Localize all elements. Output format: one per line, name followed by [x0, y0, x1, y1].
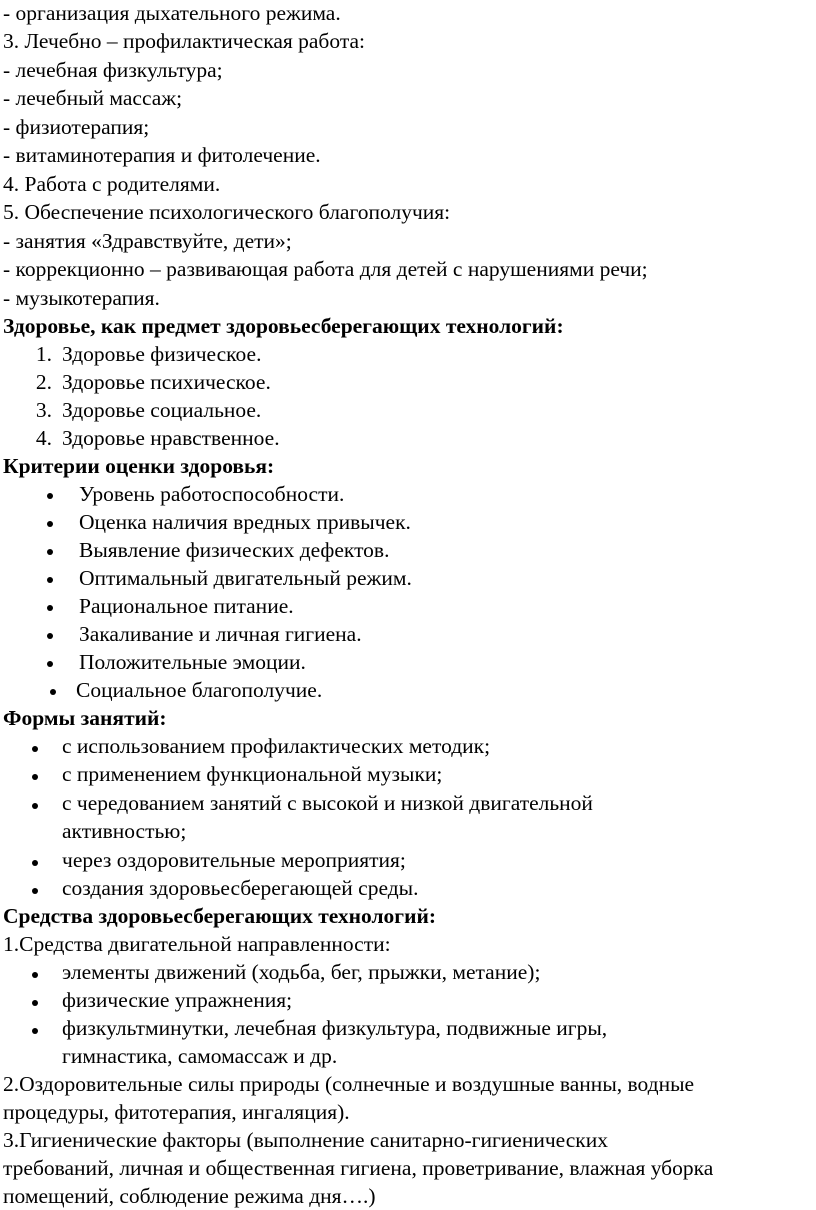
list-item-text: Социальное благополучие. [76, 678, 323, 702]
text-line: помещений, соблюдение режима дня….) [3, 1184, 376, 1208]
list-number: 2. [35, 370, 52, 394]
text-line: 3.Гигиенические факторы (выполнение санитарно-гигиенических [3, 1128, 608, 1152]
list-item-text: Здоровье социальное. [62, 398, 262, 422]
text-line: - организация дыхательного режима. [3, 1, 341, 25]
text-line: - занятия «Здравствуйте, дети»; [3, 229, 292, 253]
text-line: - коррекционно – развивающая работа для детей с нарушениями речи; [3, 257, 648, 281]
bullet-icon [32, 746, 38, 752]
list-item-text: Здоровье психическое. [62, 370, 271, 394]
bullet-icon [50, 689, 56, 695]
text-line: 4. Работа с родителями. [3, 172, 221, 196]
text-line: - лечебный массаж; [3, 86, 183, 110]
list-item-text: с использованием профилактических методик; [62, 734, 491, 758]
section-heading: Формы занятий: [3, 706, 167, 730]
text-line: 3. Лечебно – профилактическая работа: [3, 29, 366, 53]
bullet-icon [32, 972, 38, 978]
list-item-text: с чередованием занятий с высокой и низкой двигательной [62, 791, 593, 815]
list-item-text: физкультминутки, лечебная физкультура, подвижные игры, [62, 1016, 608, 1040]
list-number: 4. [35, 426, 52, 450]
list-item-text: с применением функциональной музыки; [62, 762, 443, 786]
section-heading: Критерии оценки здоровья: [3, 454, 275, 478]
bullet-icon [32, 860, 38, 866]
list-item-text: Здоровье нравственное. [62, 426, 280, 450]
bullet-icon [47, 661, 53, 667]
section-heading: Средства здоровьесберегающих технологий: [3, 904, 437, 928]
list-item-text: Уровень работоспособности. [79, 482, 345, 506]
list-item-text: создания здоровьесберегающей среды. [62, 876, 419, 900]
section-heading: Здоровье, как предмет здоровьесберегающих технологий: [3, 314, 564, 338]
text-line: 2.Оздоровительные силы природы (солнечные и воздушные ванны, водные [3, 1072, 695, 1096]
bullet-icon [32, 1000, 38, 1006]
list-item-text: Здоровье физическое. [62, 342, 262, 366]
list-item-text: Оценка наличия вредных привычек. [79, 510, 411, 534]
text-line: 5. Обеспечение психологического благополучия: [3, 200, 451, 224]
list-item-text: через оздоровительные мероприятия; [62, 848, 406, 872]
bullet-icon [47, 521, 53, 527]
list-item-text: элементы движений (ходьба, бег, прыжки, метание); [62, 960, 541, 984]
list-item-text: Рациональное питание. [79, 594, 294, 618]
text-line: процедуры, фитотерапия, ингаляция). [3, 1100, 350, 1124]
list-item-text: Закаливание и личная гигиена. [79, 622, 362, 646]
bullet-icon [47, 577, 53, 583]
list-item-text: Положительные эмоции. [79, 650, 306, 674]
list-number: 1. [35, 342, 52, 366]
list-item-text-continuation: гимнастика, самомассаж и др. [62, 1044, 338, 1068]
bullet-icon [32, 774, 38, 780]
text-line: - физиотерапия; [3, 115, 150, 139]
text-line: - музыкотерапия. [3, 286, 160, 310]
bullet-icon [32, 888, 38, 894]
bullet-icon [32, 803, 38, 809]
bullet-icon [32, 1028, 38, 1034]
list-item-text-continuation: активностью; [62, 819, 187, 843]
text-line: 1.Средства двигательной направленности: [3, 932, 391, 956]
text-line: - лечебная физкультура; [3, 58, 223, 82]
list-number: 3. [35, 398, 52, 422]
bullet-icon [47, 605, 53, 611]
list-item-text: Выявление физических дефектов. [79, 538, 390, 562]
text-line: - витаминотерапия и фитолечение. [3, 143, 321, 167]
text-line: требований, личная и общественная гигиена, проветривание, влажная уборка [3, 1156, 714, 1180]
bullet-icon [47, 633, 53, 639]
list-item-text: физические упражнения; [62, 988, 293, 1012]
bullet-icon [47, 493, 53, 499]
bullet-icon [47, 549, 53, 555]
list-item-text: Оптимальный двигательный режим. [79, 566, 412, 590]
